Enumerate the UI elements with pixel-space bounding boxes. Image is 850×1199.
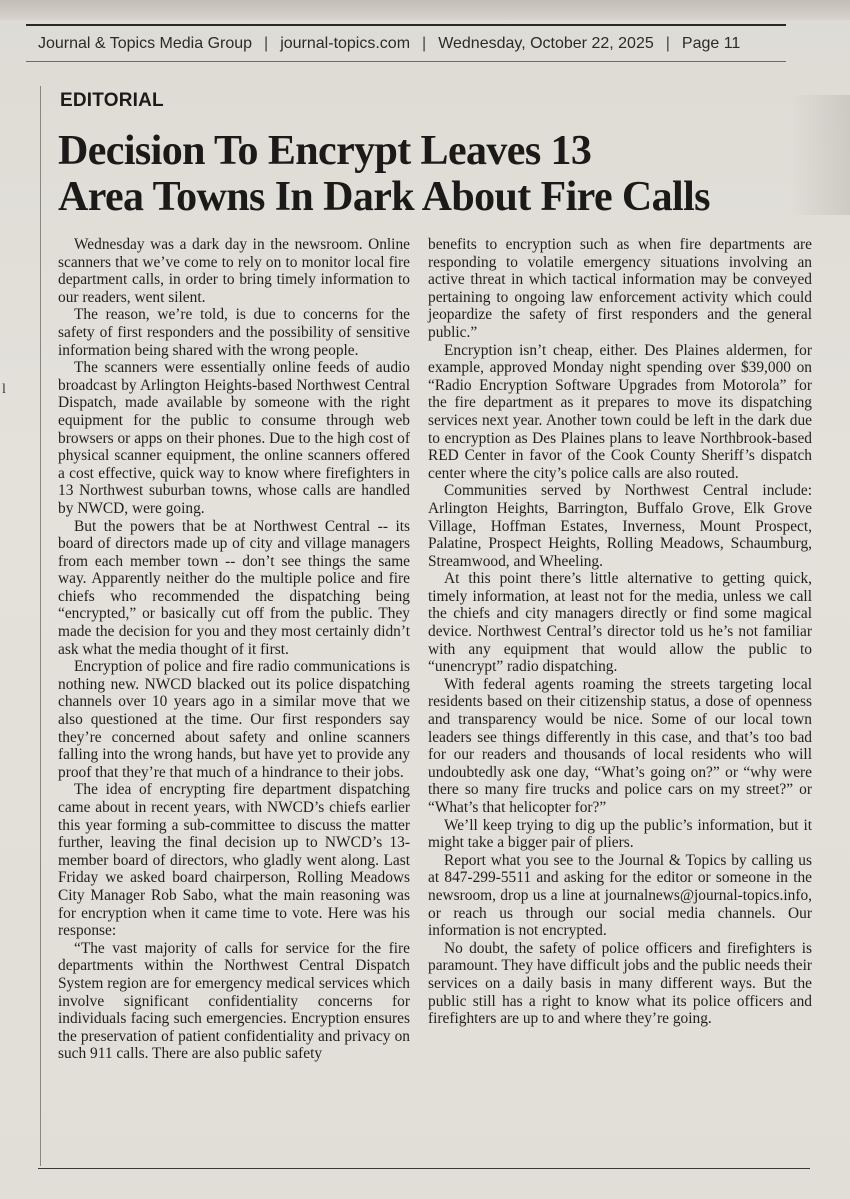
headline-line-1: Decision To Encrypt Leaves 13 (58, 128, 592, 174)
paragraph: “The vast majority of calls for service for the fire departments within the Northwest Central Dispatch System region are for emergency medical services which involve significant confidentiality concerns for individuals facing such emergencies. Encryption ensures the preservation of patient confidentiality and privacy on such 911 calls. There are also public safety (58, 939, 410, 1063)
page-shadow (790, 95, 850, 215)
paragraph: At this point there’s little alternative to getting quick, timely information, at least not for the media, unless we call the chiefs and city managers directly or find some magical device. Northwest Central’s director told us he’s not familiar with any equipment that would allow the public to “unencrypt” radio dispatching. (428, 570, 812, 676)
section-label: EDITORIAL (60, 90, 164, 111)
paragraph: With federal agents roaming the streets targeting local residents based on their citizenship status, a dose of openness and transparency would be nice. Some of our local town leaders see things differently in this case, and that’s too bad for our readers and thousands of local residents who will undoubtedly ask one day, “What’s going on?” or “why were there so many fire trucks and police cars on my street?” or “What’s that helicopter for?” (428, 675, 812, 816)
headline-line-2: Area Towns In Dark About Fire Calls (58, 174, 710, 220)
page-number: Page 11 (681, 35, 741, 52)
running-header (38, 31, 798, 57)
header-bottom-rule (26, 61, 786, 62)
paragraph: We’ll keep trying to dig up the public’s information, but it might take a bigger pair of pliers. (428, 816, 812, 852)
header-top-rule (26, 24, 786, 26)
headline (58, 128, 798, 220)
header-separator: | (665, 35, 670, 52)
header-separator: | (422, 35, 427, 52)
header-separator: | (264, 35, 269, 52)
paragraph: Encryption of police and fire radio communications is nothing new. NWCD blacked out its police dispatching channels over 10 years ago in a similar move that we also questioned at the time. Our first responders say they’re concerned about safety and online scanners falling into the wrong hands, but have yet to provide any proof that they’re that much of a hindrance to their jobs. (58, 658, 410, 781)
paragraph: The reason, we’re told, is due to concerns for the safety of first responders and the possibility of sensitive information being shared with the wrong people. (58, 306, 410, 359)
footer-rule (38, 1168, 810, 1169)
section-side-rule (40, 86, 41, 1166)
left-column (58, 236, 410, 1063)
publisher-name: Journal & Topics Media Group (38, 35, 253, 52)
paragraph: Report what you see to the Journal & Topics by calling us at 847-299-5511 and asking for the editor or someone in the newsroom, drop us a line at journalnews@journal-topics.info, or reach us through our social media channels. Our information is not encrypted. (428, 851, 812, 940)
paragraph: Encryption isn’t cheap, either. Des Plaines aldermen, for example, approved Monday night spending over $39,000 on “Radio Encryption Software Upgrades from Motorola” for the fire department as it prepares to move its dispatching services next year. Another town could be left in the dark due to encryption as Des Plaines plans to leave Northbrook-based RED Center in favor of the Cook County Sheriff’s dispatch center where the city’s police calls are also routed. (428, 341, 812, 482)
margin-mark: l (2, 382, 6, 397)
issue-date: Wednesday, October 22, 2025 (438, 35, 654, 52)
paragraph: Communities served by Northwest Central include: Arlington Heights, Barrington, Buffalo Grove, Elk Grove Village, Hoffman Estates, Inverness, Mount Prospect, Palatine, Prospect Heights, Rolling Meadows, Schaumburg, Streamwood, and Wheeling. (428, 482, 812, 570)
paragraph: Wednesday was a dark day in the newsroom. Online scanners that we’ve come to rely on to monitor local fire department calls, in order to bring timely information to our readers, went silent. (58, 236, 410, 306)
website-url: journal-topics.com (280, 35, 411, 52)
paragraph: But the powers that be at Northwest Central -- its board of directors made up of city and village managers from each member town -- don’t see things the same way. Apparently neither do the multiple police and fire chiefs who recommended the dispatching being “encrypted,” or basically cut off from the public. They made the decision for you and they most certainly didn’t ask what the media thought of it first. (58, 517, 410, 658)
previous-page-bleed (0, 0, 850, 20)
paragraph: benefits to encryption such as when fire departments are responding to volatile emergency situations involving an active threat in which tactical information may be conveyed pertaining to ongoing law enforcement activity which could jeopardize the safety of first responders and the general public.” (428, 236, 812, 341)
right-column (428, 236, 812, 1028)
paragraph: The scanners were essentially online feeds of audio broadcast by Arlington Heights-based Northwest Central Dispatch, made available by someone with the right equipment for the public to consume through web browsers or apps on their phones. Due to the high cost of physical scanner equipment, the online scanners offered a cost effective, quick way to know where firefighters in 13 Northwest suburban towns, whose calls are handled by NWCD, were going. (58, 359, 410, 517)
paragraph: The idea of encrypting fire department dispatching came about in recent years, with NWCD’s chiefs earlier this year forming a sub-committee to discuss the matter further, leaving the final decision up to NWCD’s 13-member board of directors, who gladly went along. Last Friday we asked board chairperson, Rolling Meadows City Manager Rob Sabo, what the main reasoning was for encryption when it came time to vote. Here was his response: (58, 781, 410, 940)
paragraph: No doubt, the safety of police officers and firefighters is paramount. They have difficult jobs and the public needs their services on a daily basis in many different ways. But the public still has a right to know what its police officers and firefighters are up to and where they’re going. (428, 939, 812, 1028)
